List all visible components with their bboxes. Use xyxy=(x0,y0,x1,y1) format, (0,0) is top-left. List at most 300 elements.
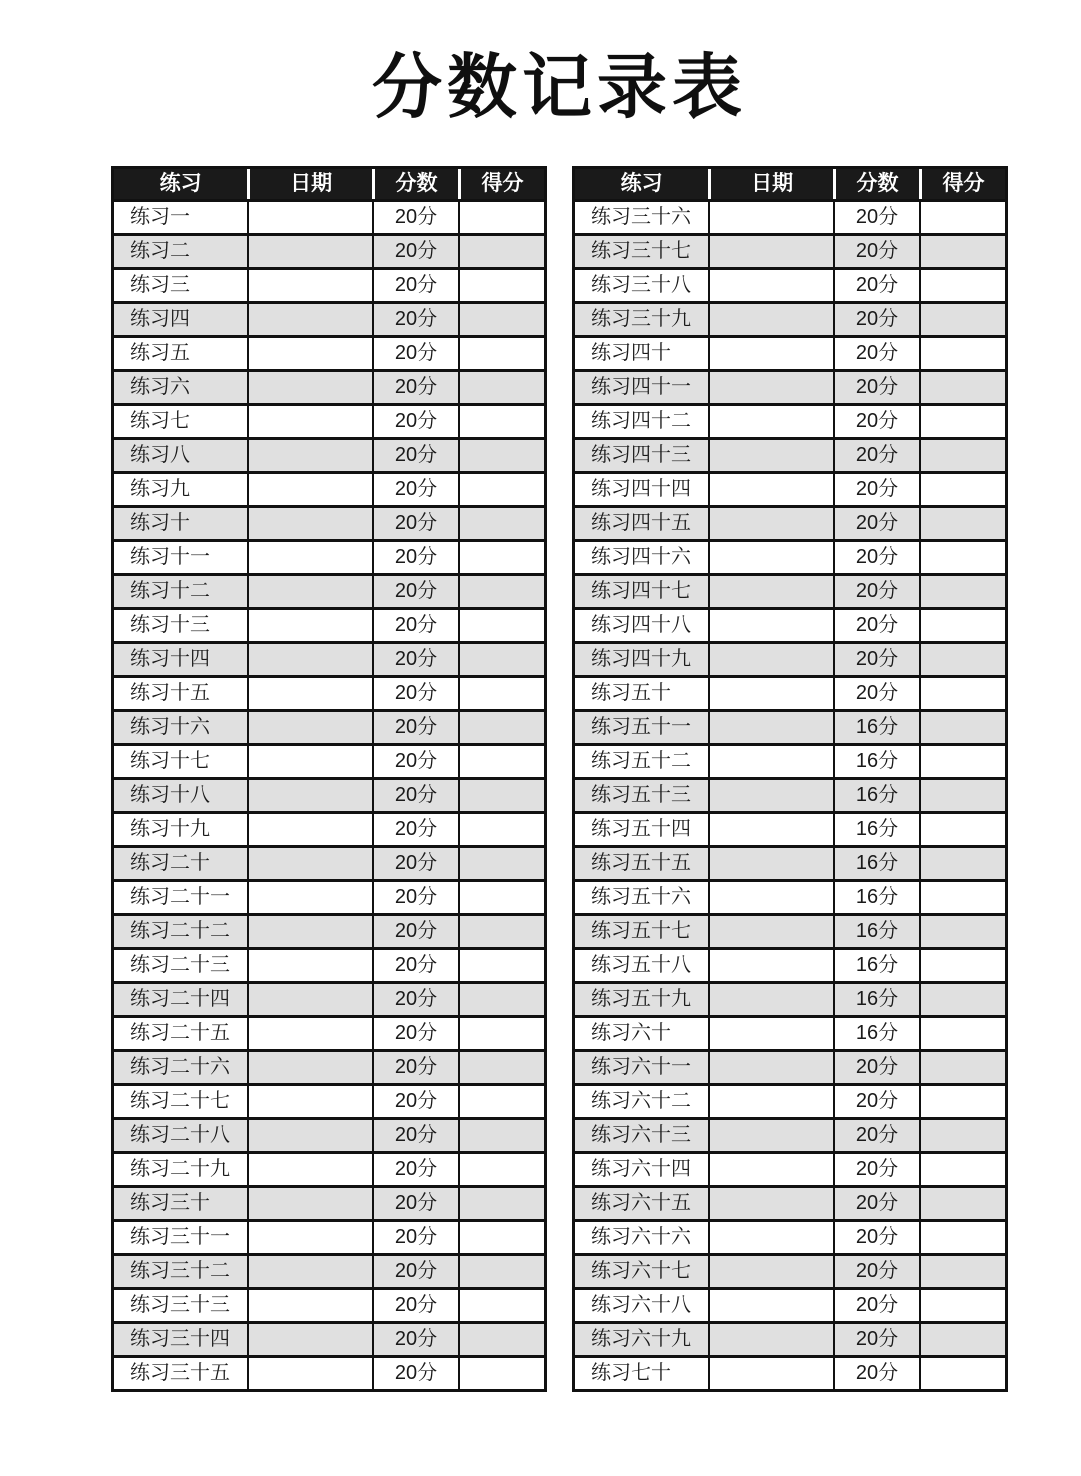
date-cell xyxy=(247,304,372,335)
points-cell xyxy=(919,984,1005,1015)
exercise-name-cell: 练习三十五 xyxy=(130,1362,230,1384)
points-cell xyxy=(458,474,544,505)
points-cell xyxy=(919,644,1005,675)
points-cell xyxy=(919,474,1005,505)
exercise-name-cell: 练习七十 xyxy=(591,1362,671,1384)
exercise-name-cell: 练习九 xyxy=(130,478,190,500)
exercise-name-cell: 练习二十五 xyxy=(130,1022,230,1044)
score-cell: 20分 xyxy=(372,1018,458,1049)
score-cell: 20分 xyxy=(833,508,919,539)
score-cell: 16分 xyxy=(833,780,919,811)
date-cell xyxy=(247,474,372,505)
exercise-name-cell: 练习二十 xyxy=(130,852,210,874)
date-cell xyxy=(708,542,833,573)
table-row xyxy=(114,709,544,743)
exercise-name-cell: 练习三 xyxy=(130,274,190,296)
score-cell: 20分 xyxy=(372,712,458,743)
score-cell: 20分 xyxy=(372,610,458,641)
points-cell xyxy=(458,440,544,471)
exercise-name-cell: 练习四十五 xyxy=(591,512,691,534)
points-cell xyxy=(458,678,544,709)
exercise-name-cell: 练习三十一 xyxy=(130,1226,230,1248)
table-row xyxy=(575,811,1005,845)
exercise-name-cell: 练习六十一 xyxy=(591,1056,691,1078)
score-cell: 20分 xyxy=(833,304,919,335)
date-cell xyxy=(708,1256,833,1287)
points-cell xyxy=(458,202,544,233)
exercise-name-cell: 练习六十二 xyxy=(591,1090,691,1112)
table-row xyxy=(575,1151,1005,1185)
date-cell xyxy=(708,746,833,777)
points-cell xyxy=(458,1324,544,1355)
points-cell xyxy=(919,406,1005,437)
score-cell: 20分 xyxy=(372,372,458,403)
points-cell xyxy=(458,780,544,811)
score-cell: 16分 xyxy=(833,746,919,777)
date-cell xyxy=(708,712,833,743)
exercise-name-cell: 练习四十 xyxy=(591,342,671,364)
date-cell xyxy=(247,610,372,641)
table-row xyxy=(575,1321,1005,1355)
score-cell: 20分 xyxy=(833,1154,919,1185)
score-cell: 20分 xyxy=(833,1086,919,1117)
header-cell-exercise: 练习 xyxy=(620,172,663,195)
score-table-left xyxy=(111,166,547,1392)
score-cell: 20分 xyxy=(833,1324,919,1355)
points-cell xyxy=(919,1358,1005,1389)
exercise-name-cell: 练习五十二 xyxy=(591,750,691,772)
date-cell xyxy=(247,1154,372,1185)
score-cell: 20分 xyxy=(833,270,919,301)
table-row xyxy=(575,607,1005,641)
table-row xyxy=(575,913,1005,947)
table-row xyxy=(575,403,1005,437)
table-row xyxy=(114,811,544,845)
points-cell xyxy=(919,1188,1005,1219)
date-cell xyxy=(247,542,372,573)
date-cell xyxy=(708,1052,833,1083)
exercise-name-cell: 练习六 xyxy=(130,376,190,398)
points-cell xyxy=(919,508,1005,539)
score-cell: 20分 xyxy=(833,678,919,709)
date-cell xyxy=(247,1358,372,1389)
score-cell: 16分 xyxy=(833,882,919,913)
exercise-name-cell: 练习四十七 xyxy=(591,580,691,602)
points-cell xyxy=(458,508,544,539)
points-cell xyxy=(919,712,1005,743)
exercise-name-cell: 练习五十九 xyxy=(591,988,691,1010)
score-cell: 20分 xyxy=(372,338,458,369)
date-cell xyxy=(247,712,372,743)
exercise-name-cell: 练习三十七 xyxy=(591,240,691,262)
date-cell xyxy=(708,440,833,471)
table-row xyxy=(114,845,544,879)
exercise-name-cell: 练习七 xyxy=(130,410,190,432)
points-cell xyxy=(919,440,1005,471)
score-cell: 20分 xyxy=(833,1290,919,1321)
table-row xyxy=(575,1253,1005,1287)
score-cell: 16分 xyxy=(833,814,919,845)
exercise-name-cell: 练习三十九 xyxy=(591,308,691,330)
date-cell xyxy=(708,610,833,641)
table-row xyxy=(575,947,1005,981)
score-cell: 20分 xyxy=(833,1120,919,1151)
exercise-name-cell: 练习六十五 xyxy=(591,1192,691,1214)
date-cell xyxy=(247,1120,372,1151)
points-cell xyxy=(919,678,1005,709)
exercise-name-cell: 练习十一 xyxy=(130,546,210,568)
date-cell xyxy=(247,1052,372,1083)
score-cell: 20分 xyxy=(833,1358,919,1389)
date-cell xyxy=(247,916,372,947)
points-cell xyxy=(919,916,1005,947)
score-cell: 16分 xyxy=(833,848,919,879)
table-row xyxy=(575,709,1005,743)
date-cell xyxy=(247,440,372,471)
table-row xyxy=(114,267,544,301)
score-cell: 16分 xyxy=(833,712,919,743)
page-title: 分数记录表 xyxy=(372,48,747,126)
table-row xyxy=(114,913,544,947)
date-cell xyxy=(247,372,372,403)
score-cell: 20分 xyxy=(372,440,458,471)
date-cell xyxy=(708,1324,833,1355)
date-cell xyxy=(708,678,833,709)
points-cell xyxy=(919,1324,1005,1355)
table-row xyxy=(114,301,544,335)
date-cell xyxy=(708,1222,833,1253)
table-row xyxy=(575,267,1005,301)
date-cell xyxy=(708,1188,833,1219)
exercise-name-cell: 练习四十三 xyxy=(591,444,691,466)
points-cell xyxy=(919,610,1005,641)
table-row xyxy=(114,199,544,233)
date-cell xyxy=(708,950,833,981)
date-cell xyxy=(247,1018,372,1049)
exercise-name-cell: 练习五十 xyxy=(591,682,671,704)
score-cell: 20分 xyxy=(833,610,919,641)
score-cell: 20分 xyxy=(372,814,458,845)
points-cell xyxy=(919,1086,1005,1117)
date-cell xyxy=(708,406,833,437)
date-cell xyxy=(708,202,833,233)
table-row xyxy=(114,743,544,777)
points-cell xyxy=(458,610,544,641)
exercise-name-cell: 练习二十一 xyxy=(130,886,230,908)
points-cell xyxy=(458,848,544,879)
date-cell xyxy=(247,644,372,675)
table-row xyxy=(114,1219,544,1253)
score-cell: 20分 xyxy=(372,542,458,573)
exercise-name-cell: 练习二十八 xyxy=(130,1124,230,1146)
exercise-name-cell: 练习五十一 xyxy=(591,716,691,738)
points-cell xyxy=(919,950,1005,981)
table-row xyxy=(114,335,544,369)
score-cell: 20分 xyxy=(833,440,919,471)
exercise-name-cell: 练习十四 xyxy=(130,648,210,670)
date-cell xyxy=(708,916,833,947)
points-cell xyxy=(458,1358,544,1389)
header-cell-date: 日期 xyxy=(247,169,372,199)
table-row xyxy=(575,233,1005,267)
table-row xyxy=(114,539,544,573)
table-row xyxy=(575,1015,1005,1049)
table-row xyxy=(114,1151,544,1185)
tables-container xyxy=(111,166,1008,1392)
table-row xyxy=(575,505,1005,539)
points-cell xyxy=(458,270,544,301)
points-cell xyxy=(919,270,1005,301)
score-cell: 20分 xyxy=(372,1324,458,1355)
table-row xyxy=(114,471,544,505)
points-cell xyxy=(458,882,544,913)
table-row xyxy=(114,1015,544,1049)
exercise-name-cell: 练习八 xyxy=(130,444,190,466)
date-cell xyxy=(247,882,372,913)
score-cell: 20分 xyxy=(833,1052,919,1083)
score-cell: 20分 xyxy=(833,1256,919,1287)
header-cell-exercise: 练习 xyxy=(159,172,202,195)
table-row xyxy=(575,777,1005,811)
date-cell xyxy=(247,406,372,437)
points-cell xyxy=(458,304,544,335)
date-cell xyxy=(708,236,833,267)
exercise-name-cell: 练习十七 xyxy=(130,750,210,772)
score-cell: 20分 xyxy=(833,202,919,233)
table-row xyxy=(575,199,1005,233)
exercise-name-cell: 练习四十四 xyxy=(591,478,691,500)
date-cell xyxy=(708,780,833,811)
table-row xyxy=(575,641,1005,675)
date-cell xyxy=(708,1358,833,1389)
points-cell xyxy=(458,1290,544,1321)
table-row xyxy=(575,675,1005,709)
table-row xyxy=(575,1219,1005,1253)
points-cell xyxy=(919,304,1005,335)
date-cell xyxy=(247,576,372,607)
exercise-name-cell: 练习三十三 xyxy=(130,1294,230,1316)
score-cell: 20分 xyxy=(372,1290,458,1321)
header-cell-points: 得分 xyxy=(458,169,544,199)
points-cell xyxy=(458,1018,544,1049)
table-row xyxy=(114,1253,544,1287)
exercise-name-cell: 练习三十六 xyxy=(591,206,691,228)
score-cell: 20分 xyxy=(372,950,458,981)
exercise-name-cell: 练习五十五 xyxy=(591,852,691,874)
date-cell xyxy=(708,508,833,539)
date-cell xyxy=(708,1086,833,1117)
exercise-name-cell: 练习四十一 xyxy=(591,376,691,398)
score-cell: 20分 xyxy=(372,1052,458,1083)
points-cell xyxy=(458,746,544,777)
date-cell xyxy=(247,746,372,777)
points-cell xyxy=(458,1086,544,1117)
table-row xyxy=(575,335,1005,369)
points-cell xyxy=(919,542,1005,573)
date-cell xyxy=(247,1256,372,1287)
score-cell: 16分 xyxy=(833,950,919,981)
table-row xyxy=(114,505,544,539)
exercise-name-cell: 练习二 xyxy=(130,240,190,262)
date-cell xyxy=(247,780,372,811)
points-cell xyxy=(919,1256,1005,1287)
date-cell xyxy=(247,950,372,981)
points-cell xyxy=(919,1154,1005,1185)
points-cell xyxy=(458,338,544,369)
points-cell xyxy=(919,576,1005,607)
points-cell xyxy=(458,1154,544,1185)
score-cell: 20分 xyxy=(372,746,458,777)
date-cell xyxy=(708,1018,833,1049)
table-row xyxy=(575,471,1005,505)
table-row xyxy=(575,1049,1005,1083)
exercise-name-cell: 练习十 xyxy=(130,512,190,534)
score-cell: 20分 xyxy=(372,678,458,709)
points-cell xyxy=(919,780,1005,811)
exercise-name-cell: 练习六十七 xyxy=(591,1260,691,1282)
date-cell xyxy=(708,576,833,607)
exercise-name-cell: 练习四十六 xyxy=(591,546,691,568)
points-cell xyxy=(458,372,544,403)
date-cell xyxy=(708,304,833,335)
header-cell-points: 得分 xyxy=(919,169,1005,199)
date-cell xyxy=(708,644,833,675)
score-cell: 20分 xyxy=(833,644,919,675)
points-cell xyxy=(458,814,544,845)
points-cell xyxy=(919,1052,1005,1083)
table-row xyxy=(114,403,544,437)
table-row xyxy=(114,437,544,471)
score-cell: 20分 xyxy=(372,1154,458,1185)
points-cell xyxy=(458,916,544,947)
date-cell xyxy=(247,814,372,845)
points-cell xyxy=(458,406,544,437)
date-cell xyxy=(247,202,372,233)
table-row xyxy=(575,539,1005,573)
points-cell xyxy=(458,950,544,981)
exercise-name-cell: 练习十三 xyxy=(130,614,210,636)
score-cell: 20分 xyxy=(372,1188,458,1219)
score-cell: 20分 xyxy=(833,338,919,369)
table-row xyxy=(114,369,544,403)
exercise-name-cell: 练习六十四 xyxy=(591,1158,691,1180)
exercise-name-cell: 练习二十六 xyxy=(130,1056,230,1078)
score-cell: 20分 xyxy=(372,270,458,301)
table-row xyxy=(575,1287,1005,1321)
table-row xyxy=(114,1117,544,1151)
points-cell xyxy=(458,236,544,267)
exercise-name-cell: 练习三十八 xyxy=(591,274,691,296)
date-cell xyxy=(708,984,833,1015)
exercise-name-cell: 练习六十三 xyxy=(591,1124,691,1146)
date-cell xyxy=(708,1120,833,1151)
score-cell: 20分 xyxy=(372,916,458,947)
exercise-name-cell: 练习二十九 xyxy=(130,1158,230,1180)
exercise-name-cell: 练习五十三 xyxy=(591,784,691,806)
points-cell xyxy=(919,372,1005,403)
table-row xyxy=(114,1049,544,1083)
date-cell xyxy=(247,1086,372,1117)
date-cell xyxy=(247,848,372,879)
table-row xyxy=(114,981,544,1015)
score-cell: 20分 xyxy=(833,576,919,607)
score-cell: 20分 xyxy=(833,1188,919,1219)
table-row xyxy=(114,573,544,607)
score-cell: 20分 xyxy=(372,1086,458,1117)
header-cell-score: 分数 xyxy=(372,169,458,199)
table-row xyxy=(114,1321,544,1355)
exercise-name-cell: 练习六十六 xyxy=(591,1226,691,1248)
exercise-name-cell: 练习四十二 xyxy=(591,410,691,432)
date-cell xyxy=(708,338,833,369)
score-table-right xyxy=(572,166,1008,1392)
points-cell xyxy=(919,1290,1005,1321)
date-cell xyxy=(247,270,372,301)
score-cell: 20分 xyxy=(833,542,919,573)
exercise-name-cell: 练习一 xyxy=(130,206,190,228)
date-cell xyxy=(708,1154,833,1185)
score-cell: 20分 xyxy=(372,576,458,607)
date-cell xyxy=(708,372,833,403)
points-cell xyxy=(458,644,544,675)
points-cell xyxy=(458,984,544,1015)
exercise-name-cell: 练习十六 xyxy=(130,716,210,738)
exercise-name-cell: 练习四十九 xyxy=(591,648,691,670)
exercise-name-cell: 练习五十八 xyxy=(591,954,691,976)
date-cell xyxy=(247,678,372,709)
points-cell xyxy=(919,814,1005,845)
score-cell: 20分 xyxy=(833,236,919,267)
table-row xyxy=(575,1117,1005,1151)
table-row xyxy=(575,879,1005,913)
table-row xyxy=(114,233,544,267)
date-cell xyxy=(708,270,833,301)
exercise-name-cell: 练习三十四 xyxy=(130,1328,230,1350)
table-row xyxy=(575,573,1005,607)
table-row xyxy=(575,981,1005,1015)
date-cell xyxy=(247,984,372,1015)
score-cell: 20分 xyxy=(833,1222,919,1253)
score-cell: 16分 xyxy=(833,1018,919,1049)
points-cell xyxy=(919,746,1005,777)
exercise-name-cell: 练习六十八 xyxy=(591,1294,691,1316)
date-cell xyxy=(708,1290,833,1321)
table-header-right xyxy=(575,169,1005,199)
score-cell: 20分 xyxy=(372,1120,458,1151)
score-cell: 16分 xyxy=(833,916,919,947)
score-cell: 20分 xyxy=(372,644,458,675)
points-cell xyxy=(458,1052,544,1083)
score-cell: 20分 xyxy=(372,236,458,267)
table-row xyxy=(114,641,544,675)
points-cell xyxy=(458,712,544,743)
table-row xyxy=(114,675,544,709)
score-cell: 20分 xyxy=(372,304,458,335)
exercise-name-cell: 练习十八 xyxy=(130,784,210,806)
score-cell: 20分 xyxy=(372,882,458,913)
score-cell: 20分 xyxy=(372,848,458,879)
exercise-name-cell: 练习二十七 xyxy=(130,1090,230,1112)
points-cell xyxy=(458,1222,544,1253)
table-row xyxy=(114,1185,544,1219)
points-cell xyxy=(458,1188,544,1219)
score-cell: 20分 xyxy=(372,508,458,539)
table-row xyxy=(575,437,1005,471)
exercise-name-cell: 练习三十二 xyxy=(130,1260,230,1282)
points-cell xyxy=(919,1018,1005,1049)
points-cell xyxy=(919,848,1005,879)
table-row xyxy=(114,1083,544,1117)
